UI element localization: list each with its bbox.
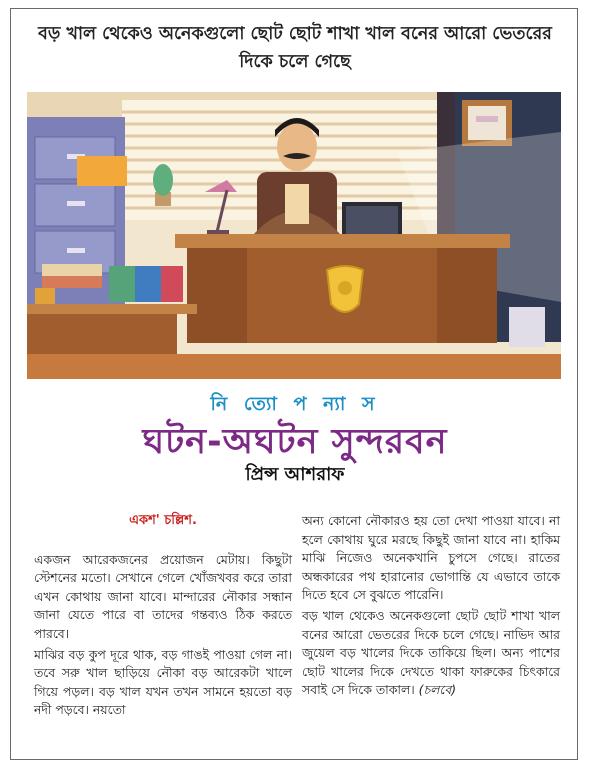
paragraph: মাঝির বড় কুপ দূরে থাক, বড় গাঙই পাওয়া গেল না। তবে সরু খাল ছাড়িয়ে নৌকা বড় আরেকটা খালে গিয়ে পড়ল। বড় খাল যখন তখন সামনে হয়তো বড় নদী পড়বে। নয়তো	[34, 646, 292, 718]
office-illustration	[27, 92, 561, 379]
binders-icon	[27, 264, 197, 364]
plant-icon	[153, 164, 173, 206]
paragraph: একজন আরেকজনের প্রয়োজন মেটায়। কিছুটা স্টেশনের মতো। সেখানে গেলে খোঁজখবর করে তারা এখন কোথায় জানা যাবে। মান্দারের নৌকার সন্ধান জানা যেতে পারে বা তাদের গন্তব্যও ঠিক করতে পারবে।	[34, 551, 292, 641]
left-column	[34, 512, 292, 722]
police-badge-icon	[327, 266, 363, 312]
paragraph-text: বড় খাল থেকেও অনেকগুলো ছোট ছোট শাখা খাল বনের আরো ভেতরের দিকে চলে গেছে। নাভিদ আর জুয়েল বড় খালের দিকে তাকিয়ে ছিল। অন্য পাশের ছোট খালের দিকে দেখতে থাকা ফারুকের চিৎকারে সবাই সে দিকে তাকাল।	[302, 607, 560, 698]
author-name: প্রিন্স আশরাফ	[245, 464, 345, 485]
series-label: নি ত্যো প ন্যা স	[210, 393, 380, 415]
story-title: ঘটন-অঘটন সুন্দরবন	[142, 422, 448, 462]
headline: বড় খাল থেকেও অনেকগুলো ছোট ছোট শাখা খাল বনের আরো ভেতরের দিকে চলে গেছে	[38, 24, 552, 72]
paragraph: অন্য কোনো নৌকারও হয় তো দেখা পাওয়া যাবে। না হলে কোথায় ঘুরে মরছে কিছুই জানা যাবে না। হাকিম মাঝি নিজেও অনেকখানি চুপসে গেছে। রাতের অন্ধকারের পথ হারানোর ভোগান্তি যে এভাবে তাকে দিতে হবে সে বুঝতে পারেনি।	[302, 513, 560, 603]
continued-marker: (চলবে)	[418, 682, 457, 698]
chapter-number: একশ' চল্লিশ.	[129, 513, 197, 528]
right-column	[302, 512, 560, 702]
paragraph	[302, 607, 560, 700]
